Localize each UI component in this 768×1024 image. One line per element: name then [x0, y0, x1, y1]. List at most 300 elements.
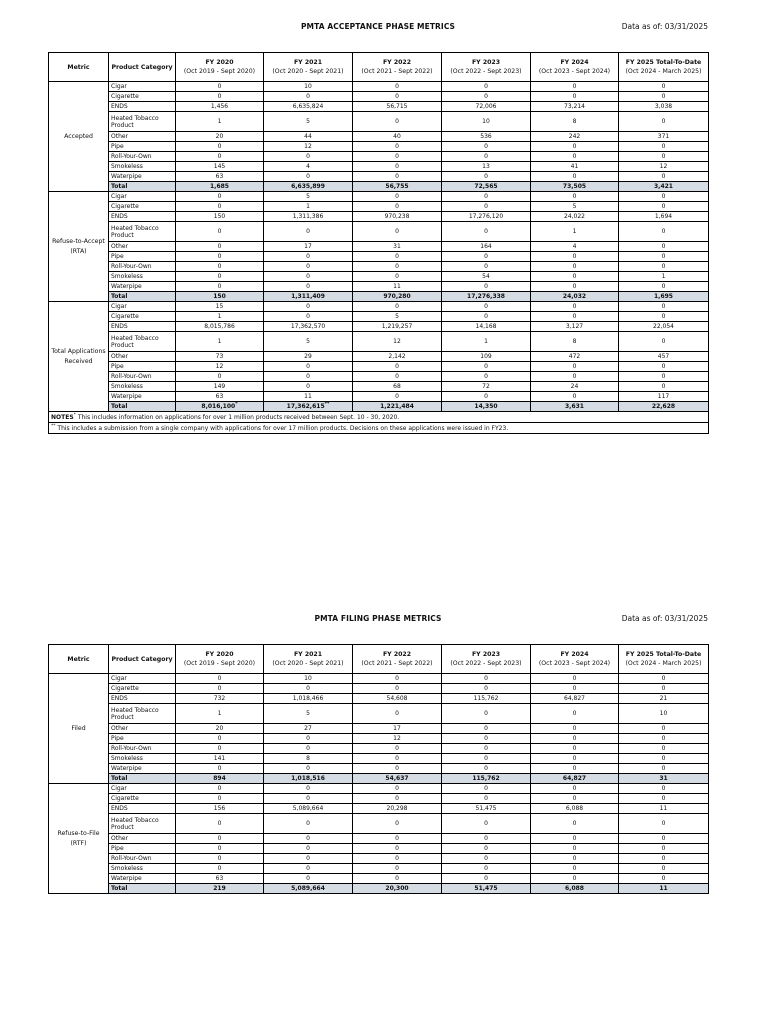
- value-text: 56,755: [385, 183, 409, 190]
- value-text: 0: [306, 153, 310, 160]
- footnote-marker: **: [324, 402, 330, 407]
- table-row: [49, 252, 709, 262]
- header-row: [49, 645, 709, 674]
- value-text: 17,362,615: [286, 403, 325, 410]
- value-text: 0: [217, 228, 222, 235]
- value-cell: [264, 282, 353, 292]
- value-cell: [353, 282, 442, 292]
- value-cell: [176, 142, 264, 152]
- value-cell: [353, 834, 442, 844]
- value-cell: [176, 734, 264, 744]
- value-cell: [531, 864, 619, 874]
- value-text: 0: [395, 173, 399, 180]
- value-cell: [353, 312, 442, 322]
- value-cell: [619, 152, 709, 162]
- value-cell: [176, 724, 264, 734]
- value-cell: [619, 814, 709, 834]
- value-text: 0: [661, 313, 666, 320]
- value-text: 0: [217, 373, 222, 380]
- value-cell: [442, 844, 531, 854]
- value-text: 0: [572, 373, 577, 380]
- value-text: 5: [306, 710, 310, 717]
- value-cell: [176, 704, 264, 724]
- value-text: 1,685: [210, 183, 229, 190]
- value-text: 63: [215, 393, 224, 400]
- value-text: 0: [484, 855, 488, 862]
- table-row: [49, 212, 709, 222]
- value-cell: [531, 222, 619, 242]
- value-text: 0: [572, 153, 577, 160]
- value-cell: [531, 162, 619, 172]
- value-text: 0: [395, 755, 399, 762]
- value-text: 51,475: [475, 805, 497, 812]
- value-cell: [442, 322, 531, 332]
- category-cell: Roll-Your-Own: [109, 854, 176, 864]
- table-row: [49, 854, 709, 864]
- value-text: 0: [395, 865, 399, 872]
- value-cell: [176, 392, 264, 402]
- value-cell: [619, 162, 709, 172]
- year-header: [264, 645, 353, 674]
- value-cell: [176, 172, 264, 182]
- value-cell: [264, 794, 353, 804]
- value-text: 0: [217, 193, 222, 200]
- value-cell: [619, 874, 709, 884]
- value-cell: [619, 212, 709, 222]
- year-label: FY 2023: [471, 59, 501, 66]
- table-row: [49, 92, 709, 102]
- value-cell: [442, 724, 531, 734]
- value-cell: [353, 392, 442, 402]
- value-cell: [353, 372, 442, 382]
- value-text: 0: [217, 203, 222, 210]
- value-text: 149: [213, 383, 226, 390]
- value-text: 73,505: [562, 183, 587, 190]
- value-text: 0: [484, 83, 488, 90]
- value-text: 0: [661, 675, 666, 682]
- value-cell: [619, 684, 709, 694]
- category-cell: Roll-Your-Own: [109, 152, 176, 162]
- category-cell: Total: [109, 182, 176, 192]
- value-text: 0: [572, 363, 577, 370]
- value-cell: [353, 774, 442, 784]
- value-cell: [442, 362, 531, 372]
- value-cell: [353, 684, 442, 694]
- category-cell: Other: [109, 132, 176, 142]
- value-cell: [264, 142, 353, 152]
- category-cell: Cigar: [109, 302, 176, 312]
- value-text: 73: [215, 353, 224, 360]
- filing-section: [48, 614, 708, 894]
- value-cell: [619, 694, 709, 704]
- value-cell: [176, 864, 264, 874]
- value-text: 0: [306, 745, 310, 752]
- value-text: 0: [572, 820, 577, 827]
- value-text: 0: [306, 273, 310, 280]
- filing-table: [48, 644, 709, 894]
- value-cell: [442, 112, 531, 132]
- value-cell: [264, 352, 353, 362]
- table-row: [49, 142, 709, 152]
- value-cell: [264, 172, 353, 182]
- value-cell: [531, 362, 619, 372]
- value-cell: [619, 332, 709, 352]
- value-text: 0: [217, 735, 222, 742]
- value-cell: [353, 272, 442, 282]
- value-text: 0: [484, 143, 488, 150]
- value-cell: [442, 242, 531, 252]
- value-cell: [531, 302, 619, 312]
- value-text: 0: [395, 193, 399, 200]
- value-cell: [353, 202, 442, 212]
- value-cell: [531, 744, 619, 754]
- table-row: [49, 362, 709, 372]
- table-row: [49, 242, 709, 252]
- value-text: 156: [213, 805, 226, 812]
- value-text: 0: [572, 875, 577, 882]
- value-cell: [442, 734, 531, 744]
- value-text: 0: [306, 765, 310, 772]
- value-text: 0: [395, 303, 399, 310]
- value-cell: [531, 674, 619, 684]
- category-cell: Total: [109, 884, 176, 894]
- value-text: 0: [661, 685, 666, 692]
- value-cell: [619, 402, 709, 412]
- category-cell: Cigarette: [109, 794, 176, 804]
- value-cell: [442, 674, 531, 684]
- year-header: [353, 53, 442, 82]
- value-cell: [442, 142, 531, 152]
- value-cell: [176, 182, 264, 192]
- value-cell: [531, 112, 619, 132]
- value-text: 109: [480, 353, 492, 360]
- value-cell: [264, 814, 353, 834]
- table-row: [49, 372, 709, 382]
- value-text: 1: [661, 273, 666, 280]
- value-text: 20,300: [385, 885, 409, 892]
- value-cell: [442, 382, 531, 392]
- year-label: FY 2023: [471, 651, 501, 658]
- value-text: 0: [395, 875, 399, 882]
- table-row: [49, 844, 709, 854]
- value-text: 145: [213, 163, 226, 170]
- value-cell: [619, 774, 709, 784]
- value-text: 0: [395, 153, 399, 160]
- value-text: 1,018,466: [292, 695, 324, 702]
- total-row: [49, 292, 709, 302]
- value-text: 0: [395, 675, 399, 682]
- metric-cell: Refuse-to-Accept (RTA): [49, 192, 109, 302]
- value-cell: [619, 202, 709, 212]
- year-label: FY 2020: [205, 59, 234, 66]
- value-cell: [442, 784, 531, 794]
- value-cell: [176, 162, 264, 172]
- value-cell: [531, 874, 619, 884]
- total-row: [49, 182, 709, 192]
- value-text: 0: [572, 283, 577, 290]
- value-cell: [176, 222, 264, 242]
- value-cell: [176, 312, 264, 322]
- value-text: 56,715: [386, 103, 408, 110]
- value-text: 0: [661, 855, 666, 862]
- table-row: [49, 392, 709, 402]
- value-cell: [531, 804, 619, 814]
- value-cell: [353, 262, 442, 272]
- value-text: 0: [217, 820, 222, 827]
- value-text: 8,015,786: [204, 323, 235, 330]
- value-cell: [442, 212, 531, 222]
- value-cell: [264, 252, 353, 262]
- value-text: 0: [306, 875, 310, 882]
- value-cell: [531, 814, 619, 834]
- value-cell: [353, 402, 442, 412]
- value-cell: [176, 674, 264, 684]
- filing-table-header: [49, 645, 709, 674]
- value-text: 0: [661, 820, 666, 827]
- footnote-marker: **: [51, 423, 56, 429]
- value-cell: [531, 844, 619, 854]
- table-row: [49, 814, 709, 834]
- value-text: 22,628: [651, 403, 676, 410]
- year-header: [264, 53, 353, 82]
- value-cell: [176, 332, 264, 352]
- value-cell: [264, 192, 353, 202]
- value-text: 732: [213, 695, 226, 702]
- value-cell: [353, 252, 442, 262]
- value-cell: [176, 774, 264, 784]
- value-cell: [619, 142, 709, 152]
- value-cell: [176, 834, 264, 844]
- value-text: 0: [661, 253, 666, 260]
- category-cell: ENDS: [109, 102, 176, 112]
- value-cell: [353, 844, 442, 854]
- value-cell: [353, 332, 442, 352]
- value-text: 970,280: [383, 293, 411, 300]
- value-text: 54,637: [385, 775, 409, 782]
- value-text: 0: [306, 303, 310, 310]
- value-text: 0: [217, 243, 222, 250]
- value-cell: [353, 242, 442, 252]
- value-cell: [442, 854, 531, 864]
- value-cell: [442, 684, 531, 694]
- value-text: 0: [484, 228, 488, 235]
- value-text: 0: [661, 143, 666, 150]
- value-text: 24,022: [564, 213, 585, 220]
- value-text: 20,298: [386, 805, 408, 812]
- value-text: 0: [217, 765, 222, 772]
- category-cell: Cigar: [109, 192, 176, 202]
- value-text: 0: [572, 675, 577, 682]
- value-cell: [353, 794, 442, 804]
- value-cell: [531, 212, 619, 222]
- category-cell: Total: [109, 774, 176, 784]
- value-cell: [353, 152, 442, 162]
- value-text: 0: [484, 820, 488, 827]
- value-text: 0: [484, 725, 488, 732]
- value-cell: [264, 82, 353, 92]
- value-cell: [353, 744, 442, 754]
- value-text: 0: [395, 765, 399, 772]
- value-text: 115,762: [473, 695, 499, 702]
- year-range: (Oct 2021 - Sept 2022): [361, 660, 433, 667]
- category-cell: Heated Tobacco Product: [109, 704, 176, 724]
- value-cell: [176, 352, 264, 362]
- value-cell: [531, 92, 619, 102]
- value-text: 0: [306, 795, 310, 802]
- table-row: [49, 312, 709, 322]
- value-cell: [531, 784, 619, 794]
- value-cell: [619, 102, 709, 112]
- table-row: [49, 864, 709, 874]
- value-cell: [531, 382, 619, 392]
- value-text: 0: [572, 685, 577, 692]
- value-text: 0: [395, 228, 399, 235]
- category-cell: Smokeless: [109, 382, 176, 392]
- value-text: 10: [482, 118, 490, 125]
- value-text: 0: [306, 845, 310, 852]
- value-text: 0: [661, 725, 666, 732]
- value-cell: [176, 82, 264, 92]
- year-header: [619, 645, 709, 674]
- value-text: 8: [572, 118, 577, 125]
- table-row: [49, 794, 709, 804]
- value-text: 1,219,257: [381, 323, 413, 330]
- value-cell: [264, 834, 353, 844]
- value-cell: [176, 202, 264, 212]
- value-text: 0: [306, 820, 310, 827]
- value-cell: [176, 252, 264, 262]
- value-text: 0: [395, 373, 399, 380]
- filing-table-body: [49, 674, 709, 894]
- value-text: 0: [484, 173, 488, 180]
- value-text: 0: [484, 835, 488, 842]
- value-cell: [176, 132, 264, 142]
- value-text: 0: [572, 865, 577, 872]
- value-text: 0: [572, 393, 577, 400]
- value-text: 0: [306, 785, 310, 792]
- value-text: 72: [482, 383, 490, 390]
- total-row: [49, 402, 709, 412]
- value-text: 0: [484, 710, 488, 717]
- value-cell: [619, 182, 709, 192]
- value-text: 0: [484, 795, 488, 802]
- value-cell: [264, 312, 353, 322]
- metric-cell: Refuse-to-File (RTF): [49, 784, 109, 894]
- value-text: 1,456: [210, 103, 229, 110]
- value-text: 0: [572, 253, 577, 260]
- category-cell: Pipe: [109, 362, 176, 372]
- table-row: [49, 102, 709, 112]
- category-cell: Cigarette: [109, 684, 176, 694]
- table-row: [49, 754, 709, 764]
- value-text: 0: [217, 855, 222, 862]
- value-cell: [442, 172, 531, 182]
- value-cell: [442, 82, 531, 92]
- value-text: 0: [217, 153, 222, 160]
- value-text: 0: [484, 373, 488, 380]
- value-cell: [619, 312, 709, 322]
- value-cell: [353, 864, 442, 874]
- value-cell: [619, 242, 709, 252]
- value-cell: [264, 92, 353, 102]
- value-text: 0: [572, 785, 577, 792]
- category-cell: Other: [109, 242, 176, 252]
- value-text: 0: [217, 675, 222, 682]
- value-text: 150: [213, 213, 226, 220]
- value-text: 1: [217, 118, 222, 125]
- value-text: 13: [482, 163, 490, 170]
- table-row: [49, 724, 709, 734]
- value-text: 0: [572, 745, 577, 752]
- value-text: 0: [484, 193, 488, 200]
- value-cell: [619, 674, 709, 684]
- value-text: 5,089,664: [292, 805, 324, 812]
- value-cell: [531, 402, 619, 412]
- category-cell: Cigarette: [109, 202, 176, 212]
- value-text: 12: [393, 338, 401, 345]
- year-range: (Oct 2023 - Sept 2024): [538, 660, 611, 667]
- value-cell: [264, 332, 353, 352]
- value-cell: [176, 112, 264, 132]
- year-range: (Oct 2022 - Sept 2023): [450, 68, 522, 75]
- value-text: 0: [484, 675, 488, 682]
- value-cell: [353, 814, 442, 834]
- value-cell: [531, 82, 619, 92]
- value-cell: [619, 744, 709, 754]
- value-text: 0: [217, 263, 222, 270]
- year-range: (Oct 2020 - Sept 2021): [272, 68, 344, 75]
- value-cell: [619, 172, 709, 182]
- year-header: [442, 53, 531, 82]
- value-text: 219: [213, 885, 226, 892]
- value-cell: [442, 162, 531, 172]
- table-row: [49, 332, 709, 352]
- value-text: 0: [395, 163, 399, 170]
- value-cell: [264, 754, 353, 764]
- value-cell: [442, 222, 531, 242]
- table-row: [49, 172, 709, 182]
- value-cell: [353, 734, 442, 744]
- value-text: 0: [661, 153, 666, 160]
- value-cell: [531, 754, 619, 764]
- value-text: 0: [395, 263, 399, 270]
- notes-row: [49, 412, 709, 423]
- value-text: 0: [572, 735, 577, 742]
- value-cell: [264, 724, 353, 734]
- table-row: [49, 222, 709, 242]
- value-cell: [619, 884, 709, 894]
- value-cell: [264, 684, 353, 694]
- category-header: Product Category: [109, 53, 176, 82]
- value-cell: [353, 102, 442, 112]
- value-text: 0: [572, 143, 577, 150]
- value-text: 0: [572, 845, 577, 852]
- value-text: 117: [657, 393, 670, 400]
- value-cell: [176, 102, 264, 112]
- value-text: 24: [570, 383, 579, 390]
- value-cell: [264, 102, 353, 112]
- value-text: 8,016,100: [201, 403, 236, 410]
- year-label: FY 2025 Total-To-Date: [625, 59, 702, 66]
- year-range: (Oct 2023 - Sept 2024): [538, 68, 611, 75]
- value-cell: [176, 242, 264, 252]
- value-cell: [531, 684, 619, 694]
- value-cell: [531, 332, 619, 352]
- note-text: This includes a submission from a single company with applications for over 17 million products. Decisions on these applications were issued in FY23.: [57, 424, 509, 432]
- value-text: 0: [306, 685, 310, 692]
- value-text: 17,362,570: [290, 323, 326, 330]
- value-cell: [442, 372, 531, 382]
